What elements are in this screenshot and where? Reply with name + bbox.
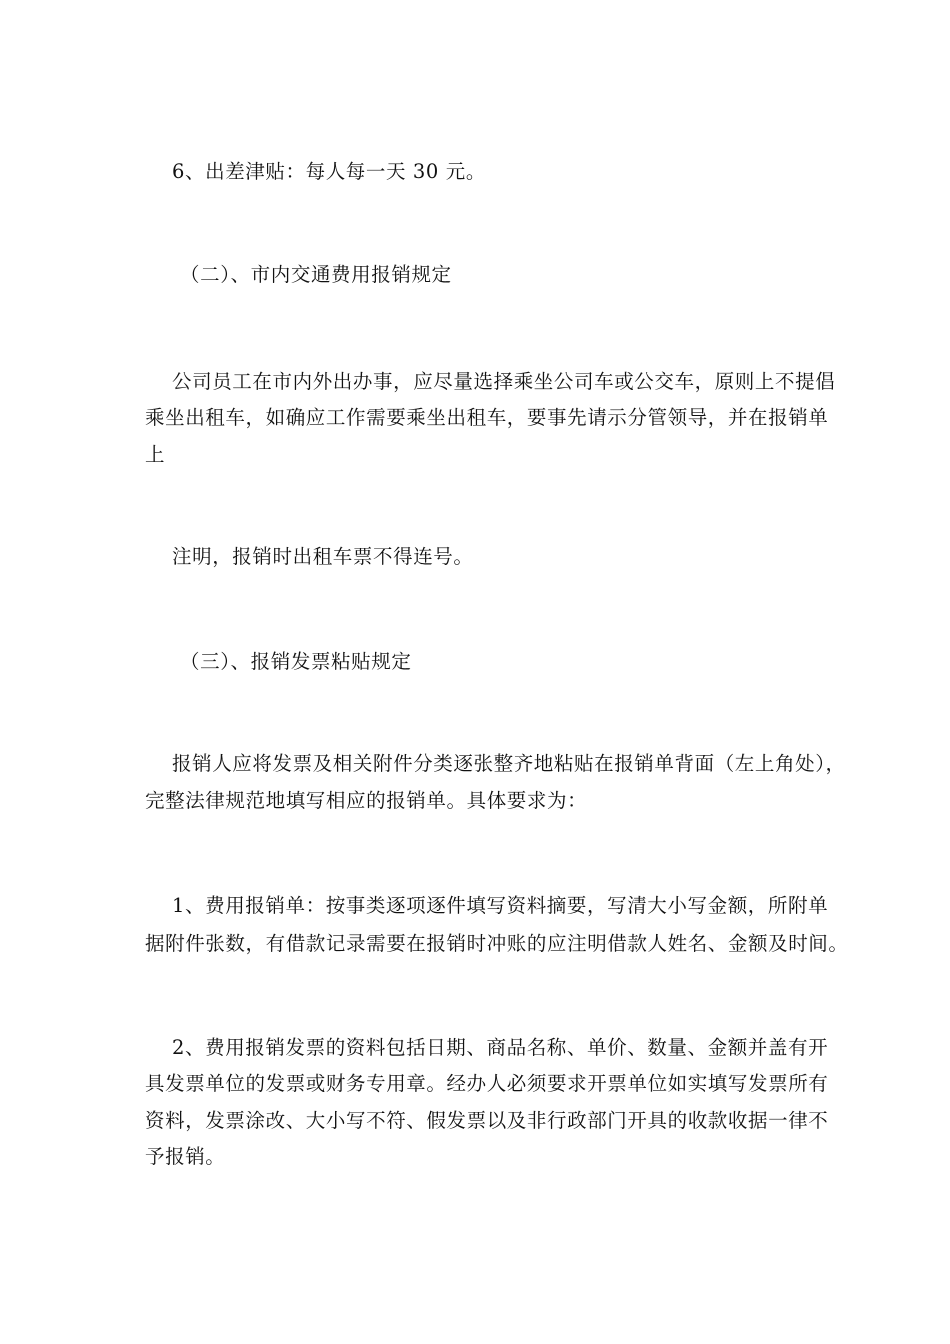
paragraph-line: 上 — [145, 443, 166, 466]
paragraph-line: 2、费用报销发票的资料包括日期、商品名称、单价、数量、金额并盖有开 — [172, 1036, 829, 1059]
paragraph-line: 据附件张数，有借款记录需要在报销时冲账的应注明借款人姓名、金额及时间。 — [145, 932, 849, 955]
paragraph-line: 公司员工在市内外出办事，应尽量选择乘坐公司车或公交车，原则上不提倡 — [172, 370, 836, 393]
paragraph-line: 予报销。 — [145, 1145, 226, 1168]
paragraph-line: 报销人应将发票及相关附件分类逐张整齐地粘贴在报销单背面（左上角处）， — [172, 752, 846, 775]
paragraph-line: 1、费用报销单：按事类逐项逐件填写资料摘要，写清大小写金额，所附单 — [172, 894, 829, 917]
travel-allowance-item: 6、出差津贴：每人每一天 30 元。 — [172, 160, 486, 183]
paragraph-line: 乘坐出租车，如确应工作需要乘坐出租车，要事先请示分管领导，并在报销单 — [145, 406, 829, 429]
section-2-heading: （二）、市内交通费用报销规定 — [180, 263, 452, 286]
paragraph-line: 具发票单位的发票或财务专用章。经办人必须要求开票单位如实填写发票所有 — [145, 1072, 829, 1095]
section-2-paragraph-2: 注明，报销时出租车票不得连号。 — [172, 545, 474, 568]
paragraph-line: 资料，发票涂改、大小写不符、假发票以及非行政部门开具的收款收据一律不 — [145, 1109, 829, 1132]
paragraph-line: 完整法律规范地填写相应的报销单。具体要求为： — [145, 789, 588, 812]
section-3-heading: （三）、报销发票粘贴规定 — [180, 650, 412, 673]
